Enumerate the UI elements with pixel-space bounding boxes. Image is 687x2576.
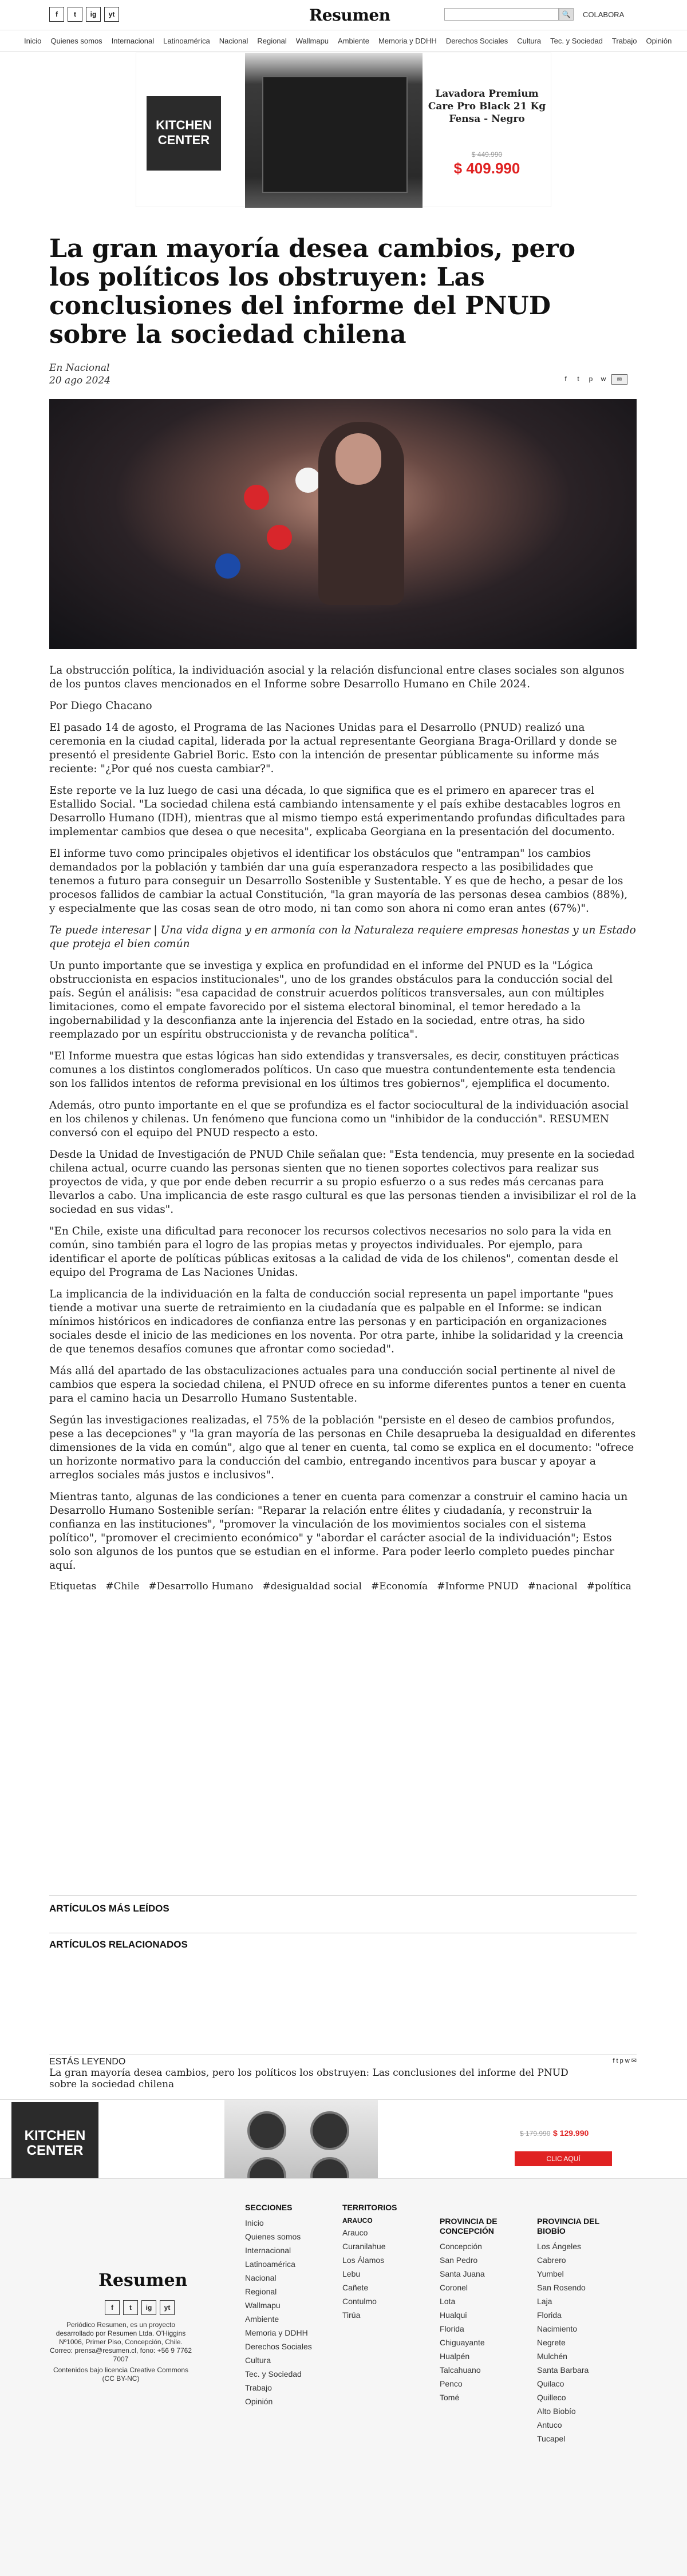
nav-item-wallmapu[interactable]: Wallmapu (295, 36, 329, 45)
footer-link[interactable]: Negrete (537, 2338, 566, 2347)
footer-link[interactable]: Trabajo (245, 2383, 272, 2392)
footer-link[interactable]: Contulmo (342, 2297, 377, 2306)
footer-col-title: PROVINCIA DEL BIOBÍO (537, 2217, 599, 2235)
footer-link[interactable]: Penco (440, 2379, 463, 2388)
article-body (49, 664, 637, 1592)
reading-bar (49, 2057, 637, 2088)
article-paragraph: Además, otro punto importante en el que se profundiza es el factor sociocultural de la individuación asocial en los chilenos y chilenas. Un fenómeno que funciona como un "inhibidor de la conducción". RESUMEN conversó con el equipo del PNUD respecto a esto. (49, 1099, 629, 1139)
top-bar (0, 0, 687, 30)
article-photo (49, 399, 637, 649)
article-paragraph: Según las investigaciones realizadas, el 75% de la población "persiste en el deseo de cambios profundos, pese a las decepciones" y "la gran mayoría de las personas en Chile desaprueba la desigualdad en diferentes dimensiones de la vida en común", algo que al tener en cuenta, tal como se explica en el documento: "ofrece un horizonte normativo para la conducción del cambio, entregando incentivos para buscar y apoyar a arreglos sociales más justos e inclusivos". (49, 1414, 636, 1481)
related-heading: ARTÍCULOS RELACIONADOS (49, 1939, 188, 1950)
footer-biobio (537, 2217, 617, 2446)
instagram-icon[interactable]: ig (86, 7, 101, 22)
footer-link[interactable]: Tec. y Sociedad (245, 2369, 302, 2379)
article-paragraph: "En Chile, existe una dificultad para reconocer los recursos colectivos necesarios no solo para la vida en común, sino también para el logro de las propias metas y proyectos individuales. Por ejemplo, para identificar el aporte de políticas públicas exitosas a la calidad de vida de los chilenos", comentan desde el equipo del Programa de Las Naciones Unidas. (49, 1225, 619, 1279)
nav-item-inicio[interactable]: Inicio (24, 36, 42, 45)
main-nav (0, 30, 687, 52)
instagram-icon[interactable]: ig (141, 2300, 156, 2315)
nav-item-trabajo[interactable]: Trabajo (611, 36, 637, 45)
nav-item-memoria[interactable]: Memoria y DDHH (378, 36, 437, 45)
article-title: La gran mayoría desea cambios, pero los políticos los obstruyen: Las conclusiones del informe del PNUD sobre la sociedad chilena (49, 234, 575, 349)
footer-link[interactable]: Wallmapu (245, 2301, 281, 2310)
footer-link[interactable]: Florida (537, 2310, 562, 2320)
nav-item-nacional[interactable]: Nacional (219, 36, 248, 45)
footer-link[interactable]: Tirúa (342, 2310, 361, 2320)
footer-col-subtitle: ARAUCO (342, 2217, 373, 2225)
footer-link[interactable]: Cultura (245, 2356, 271, 2365)
nav-item-internacional[interactable]: Internacional (111, 36, 155, 45)
footer-link[interactable]: Latinoamérica (245, 2260, 295, 2269)
footer-link[interactable]: Coronel (440, 2283, 468, 2292)
speaker-face (335, 433, 381, 485)
article-paragraph: Más allá del apartado de las obstaculizaciones actuales para una conducción social pertinente al nivel de cambios que espera la sociedad chilena, el PNUD ofrece en su informe diferentes puntos a tener en cuenta para el camino hacia un Desarrollo Humano Sustentable. (49, 1365, 626, 1404)
tag-link[interactable]: #nacional (527, 1581, 578, 1592)
article-meta (49, 362, 110, 387)
share-bar (561, 374, 627, 385)
footer-concepcion (440, 2217, 520, 2404)
footer-link[interactable]: Mulchén (537, 2352, 567, 2361)
footer-social (105, 2300, 175, 2315)
microphone-shape (215, 553, 240, 579)
colabora-link[interactable]: COLABORA (583, 10, 625, 19)
footer-link[interactable]: Inicio (245, 2218, 264, 2227)
search-input[interactable] (444, 8, 559, 21)
footer-link[interactable]: Los Álamos (342, 2256, 385, 2265)
footer-link[interactable]: Cabrero (537, 2256, 566, 2265)
microphone-shape (244, 485, 269, 510)
article-lead: La obstrucción política, la individuación asocial y la relación disfuncional entre clases sociales son algunos de los puntos claves mencionados en el Informe sobre Desarrollo Humano en Chile 2024. (49, 664, 625, 690)
twitter-icon[interactable]: t (68, 7, 82, 22)
footer-link[interactable]: Curanilahue (342, 2242, 386, 2251)
footer-link[interactable]: San Rosendo (537, 2283, 586, 2292)
footer-link[interactable]: Quienes somos (245, 2232, 301, 2241)
nav-item-latinoamerica[interactable]: Latinoamérica (163, 36, 210, 45)
ad-brand-logo: KITCHEN CENTER (11, 2102, 98, 2188)
footer-link[interactable]: Hualqui (440, 2310, 467, 2320)
footer-link[interactable]: Tomé (440, 2393, 460, 2402)
article-paragraph: Este reporte ve la luz luego de casi una década, lo que significa que es el primero en aparecer tras el Estallido Social. "La sociedad chilena está cambiando intensamente y el país exhibe destacables logros en Desarrollo Humano (IDH), mientras que al mismo tiempo está experimentando profundas dificultades para implementar cambios que desea o que necesita", explicaba Georgiana en la presentación del documento. (49, 785, 626, 838)
article-paragraph: Mientras tanto, algunas de las condiciones a tener en cuenta para comenzar a construir el camino hacia un Desarrollo Humano Sostenible serían: "Reparar la relación entre élites y ciudadanía, y reconstruir la confianza en las instituciones", "promover la vinculación de los movimientos sociales con el sistema político", "promover el crecimiento económico" y "abordar el carácter asocial de la individuación"; Estos solo son algunos de los puntos que se estudian en el informe. Para poder leerlo completo puedes pinchar aquí. (49, 1491, 628, 1572)
footer-link[interactable]: Ambiente (245, 2314, 279, 2324)
category-link[interactable]: Nacional (65, 362, 110, 374)
tag-list (49, 1581, 637, 1592)
footer-link[interactable]: Hualpén (440, 2352, 470, 2361)
footer-link[interactable]: Regional (245, 2287, 277, 2296)
footer-logo[interactable]: Resumen (98, 2270, 188, 2290)
footer-col-title: TERRITORIOS (342, 2203, 397, 2212)
footer-link[interactable]: Antuco (537, 2420, 562, 2429)
most-read-heading: ARTÍCULOS MÁS LEÍDOS (49, 1903, 169, 1914)
nav-item-opinion[interactable]: Opinión (646, 36, 672, 45)
category-prefix: En (49, 362, 63, 374)
microphone-shape (267, 525, 292, 550)
footer-link[interactable]: Tucapel (537, 2434, 566, 2443)
footer-address: Periódico Resumen, es un proyecto desarrollado por Resumen Ltda. O'Higgins Nº1006, Primer Piso, Concepción, Chile. Correo: prensa@resumen.cl, fono: +56 9 7762 7007 (50, 2321, 192, 2363)
ad-old-price: $ 449.990 (471, 151, 503, 159)
tag-link[interactable]: #Desarrollo Humano (148, 1581, 254, 1592)
article-date: 20 ago 2024 (49, 375, 110, 386)
footer-link[interactable]: Lebu (342, 2269, 361, 2278)
bottom-ad-banner[interactable] (0, 2099, 687, 2179)
tags-label: Etiquetas (49, 1581, 97, 1592)
footer-link[interactable]: Concepción (440, 2242, 482, 2251)
youtube-icon[interactable]: yt (104, 7, 119, 22)
tag-link[interactable]: #Informe PNUD (437, 1581, 519, 1592)
footer-secciones (245, 2203, 312, 2408)
ad-new-price: $ 409.990 (453, 160, 520, 177)
reading-label: ESTÁS LEYENDO (49, 2057, 126, 2067)
footer-link[interactable]: Derechos Sociales (245, 2342, 312, 2351)
nav-item-derechos-sociales[interactable]: Derechos Sociales (445, 36, 508, 45)
footer-territorios (342, 2203, 397, 2322)
footer-col-title: PROVINCIA DE CONCEPCIÓN (440, 2217, 498, 2235)
footer-link[interactable]: Santa Barbara (537, 2365, 589, 2375)
footer-link[interactable]: Cañete (342, 2283, 369, 2292)
footer-link[interactable]: Florida (440, 2324, 464, 2333)
footer-info (49, 2321, 192, 2383)
share-email-icon[interactable]: ✉ (611, 374, 627, 385)
footer-link[interactable]: Yumbel (537, 2269, 564, 2278)
ad-product-name: Lavadora Premium Care Pro Black 21 Kg Fensa - Negro (428, 88, 546, 125)
related-link[interactable]: Te puede interesar | Una vida digna y en armonía con la Naturaleza requiere empresas honestas y un Estado que proteja el bien común (49, 924, 636, 950)
nav-item-regional[interactable]: Regional (257, 36, 287, 45)
ad-product-image (245, 53, 423, 208)
reading-title: La gran mayoría desea cambios, pero los políticos los obstruyen: Las conclusiones del informe del PNUD sobre la sociedad chilena (49, 2067, 568, 2090)
nav-item-cultura[interactable]: Cultura (517, 36, 542, 45)
article-paragraph: El informe tuvo como principales objetivos el identificar los obstáculos que "entrampan" los cambios demandados por la población y también dar una guía esperanzadora respecto a las posibilidades que tenemos a futuro para conseguir un Desarrollo Sostenible y Sustentable. Y es que de hecho, a pesar de los procesos fallidos de cambiar la actual Constitución, "la gran mayoría de las personas desea cambios (88%), y especialmente que las cosas sean de otro modo, ni tan como son ahora ni como eran antes (67%)". (49, 848, 628, 915)
article-paragraph: Desde la Unidad de Investigación de PNUD Chile señalan que: "Esta tendencia, muy presente en la sociedad chilena actual, ocurre cuando las personas sienten que no tienen soportes colectivos para realizar sus proyectos de vida, y que por ende deben recurrir a su propio esfuerzo o a sus redes más cercanas para llevarlos a cabo. Una implicancia de este rasgo cultural es que las personas tienden a invisibilizar el rol de la sociedad en sus vidas". (49, 1149, 637, 1216)
footer-link[interactable]: Talcahuano (440, 2365, 481, 2375)
footer-link[interactable]: Chiguayante (440, 2338, 485, 2347)
footer-link[interactable]: Santa Juana (440, 2269, 485, 2278)
footer-link[interactable]: Nacional (245, 2273, 277, 2282)
ad-cta-button[interactable]: CLIC AQUÍ (515, 2151, 612, 2166)
footer-license: Contenidos bajo licencia Creative Commons (CC BY-NC) (53, 2366, 189, 2383)
footer-col-title: SECCIONES (245, 2203, 293, 2212)
ad-old-price: $ 179.990 (520, 2130, 551, 2138)
article-paragraph: Un punto importante que se investiga y explica en profundidad en el informe del PNUD es la "Lógica obstruccionista en espacios institucionales", uno de los grandes obstáculos para la conducción social del país. Según el análisis: "esa capacidad de construir acuerdos políticos transversales, aun con múltiples limitaciones, como el empate favorecido por el sistema electoral binominal, el temor heredado a la ingobernabilidad y la desconfianza ante la injerencia del Estado en la sociedad, entre otras, ha sido reemplazado por un espíritu obstruccionista y de revancha política". (49, 960, 613, 1040)
tag-link[interactable]: #desigualdad social (262, 1581, 362, 1592)
search-form (444, 8, 574, 21)
footer-link[interactable]: Laja (537, 2297, 552, 2306)
tag-link[interactable]: #Economía (370, 1581, 428, 1592)
search-icon[interactable]: 🔍 (559, 8, 574, 21)
footer-link[interactable]: Lota (440, 2297, 456, 2306)
site-footer (0, 2178, 687, 2576)
nav-item-tecnologia[interactable]: Tec. y Sociedad (550, 36, 603, 45)
footer-link[interactable]: Internacional (245, 2246, 291, 2255)
share-twitter-icon[interactable]: t (577, 375, 579, 383)
footer-link[interactable]: Opinión (245, 2397, 273, 2406)
footer-link[interactable]: Memoria y DDHH (245, 2328, 308, 2337)
footer-link[interactable]: San Pedro (440, 2256, 478, 2265)
tag-link[interactable]: #política (586, 1581, 631, 1592)
footer-link[interactable]: Los Ángeles (537, 2242, 582, 2251)
tag-link[interactable]: #Chile (105, 1581, 140, 1592)
ad-brand-logo: KITCHEN CENTER (147, 96, 221, 171)
footer-link[interactable]: Nacimiento (537, 2324, 578, 2333)
youtube-icon[interactable]: yt (160, 2300, 175, 2315)
social-links (49, 7, 119, 22)
facebook-icon[interactable]: f (49, 7, 64, 22)
top-ad-banner[interactable] (136, 53, 551, 207)
nav-item-quienes-somos[interactable]: Quienes somos (50, 36, 102, 45)
footer-link[interactable]: Quilleco (537, 2393, 566, 2402)
footer-link[interactable]: Alto Biobío (537, 2407, 576, 2416)
footer-link[interactable]: Quilaco (537, 2379, 564, 2388)
footer-link[interactable]: Arauco (342, 2228, 368, 2237)
article-paragraph: La implicancia de la individuación en la falta de conducción social representa un papel importante "pues tiende a motivar una suerte de retraimiento en la ciudadanía que es palpable en el Informe: se indican mínimos históricos en indicadores de confianza entre las personas y en participación en organizaciones sociales desde el inicio de las mediciones en los noventa. Por otra parte, inhibe la solidaridad y la creencia de que tenemos desafíos comunes que afrontar como sociedad". (49, 1288, 623, 1355)
facebook-icon[interactable]: f (105, 2300, 120, 2315)
share-whatsapp-icon[interactable]: w (601, 375, 606, 383)
article-paragraph: El pasado 14 de agosto, el Programa de las Naciones Unidas para el Desarrollo (PNUD) realizó una ceremonia en la ciudad capital, liderada por la actual representante Georgiana Braga-Orillard y donde se presentó el presidente Gabriel Boric. Esto con la intención de presentar públicamente su informe más reciente: "¿Por qué nos cuesta cambiar?". (49, 722, 617, 775)
microphone-shape (295, 468, 321, 493)
article-paragraph: "El Informe muestra que estas lógicas han sido extendidas y transversales, es decir, constituyen prácticas comunes a los distintos conglomerados políticos. Un caso que muestra contundentemente esta tendencia son los fallidos intentos de reforma previsional en los últimos tres gobiernos", ejemplifica el documento. (49, 1050, 619, 1090)
nav-item-ambiente[interactable]: Ambiente (338, 36, 369, 45)
share-facebook-icon[interactable]: f (564, 375, 567, 383)
site-logo[interactable]: Resumen (309, 6, 390, 25)
share-pinterest-icon[interactable]: p (589, 375, 593, 383)
reading-share-icons[interactable]: f t p w ✉ (613, 2057, 637, 2064)
ad-new-price: $ 129.990 (553, 2128, 589, 2138)
twitter-icon[interactable]: t (123, 2300, 138, 2315)
article-author: Por Diego Chacano (49, 700, 152, 712)
